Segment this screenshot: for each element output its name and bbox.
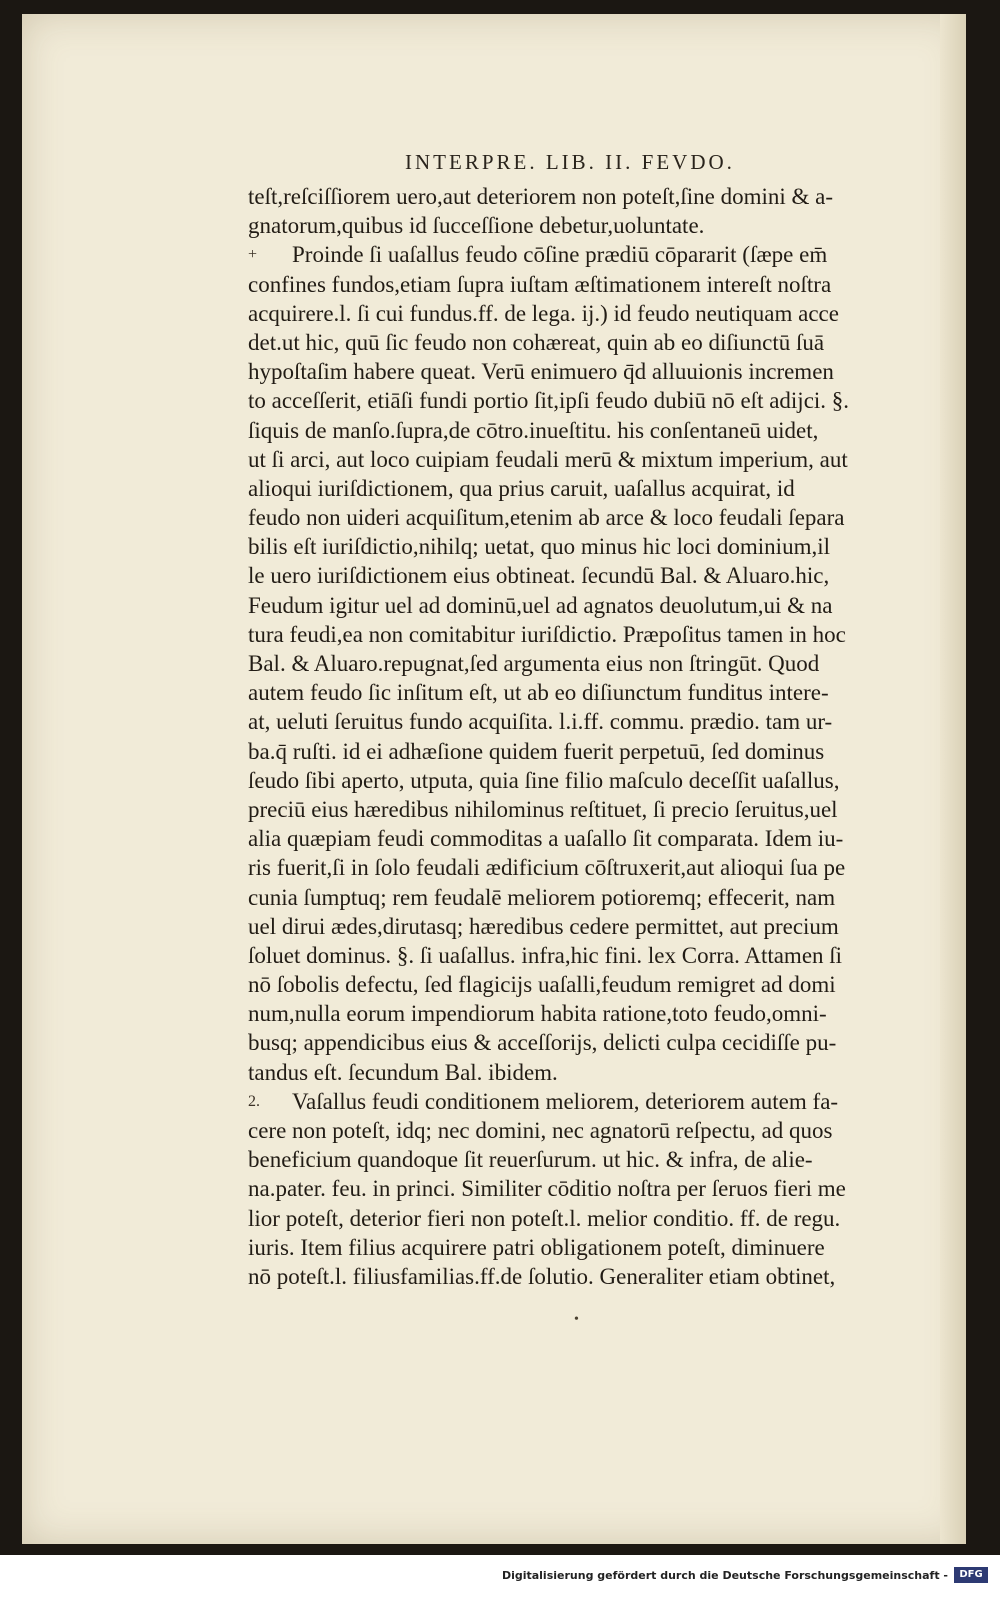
page-edge-shadow [940, 14, 966, 1544]
text-line-content: feudo non uideri acquiſitum,etenim ab arce & loco feudali ſepara [248, 505, 845, 531]
text-line-content: autem feudo ſic inſitum eſt, ut ab eo diſiunctum funditus intere- [248, 680, 829, 706]
text-line [248, 561, 938, 590]
text-line [248, 270, 938, 299]
text-line [248, 941, 938, 970]
text-line-content: Bal. & Aluaro.repugnat,ſed argumenta eius non ſtringūt. Quod [248, 651, 820, 676]
text-line [248, 707, 938, 736]
text-line-content: tandus eſt. ſecundum Bal. ibidem. [248, 1059, 558, 1085]
text-line [248, 591, 938, 620]
text-line-content: tura feudi,ea non comitabitur iuriſdictio. Præpoſitus tamen in hoc [248, 621, 846, 647]
text-line [248, 445, 938, 474]
text-line [248, 299, 938, 328]
text-line-content: na.pater. feu. in princi. Similiter cōditio noſtra per ſeruos fieri me [248, 1176, 846, 1202]
page-dot: • [574, 1312, 579, 1327]
text-line-content: ſiquis de manſo.ſupra,de cōtro.inueſtitu. his conſentaneū uidet, [248, 417, 819, 443]
text-line [248, 853, 938, 882]
text-line [248, 503, 938, 532]
text-line [248, 211, 938, 240]
text-line-content: uel dirui ædes,dirutasq; hæredibus cedere permittet, aut precium [248, 913, 839, 939]
text-line-content: iuris. Item filius acquirere patri obligationem poteſt, diminuere [248, 1234, 825, 1260]
text-line-content: to acceſſerit, etiāſi fundi portio ſit,ipſi feudo dubiū nō eſt adijci. §. [248, 388, 850, 414]
text-line [248, 182, 938, 211]
text-line-content: ut ſi arci, aut loco cuipiam feudali merū & mixtum imperium, aut [248, 446, 848, 472]
text-line [248, 999, 938, 1028]
text-line [248, 1028, 938, 1057]
text-line-content: ris fuerit,ſi in ſolo feudali ædificium cōſtruxerit,aut alioqui ſua pe [248, 855, 846, 881]
text-line [248, 795, 938, 824]
text-line [248, 1145, 938, 1174]
paragraph-marker: 2. [248, 1092, 260, 1110]
text-line-content: acquirere.l. ſi cui fundus.ff. de lega. ij.) id feudo neutiquam acce [248, 300, 839, 326]
text-line-content: busq; appendicibus eius & acceſſorijs, delicti culpa cecidiſſe pu- [248, 1030, 837, 1056]
text-line-content: alioqui iuriſdictionem, qua prius caruit, uaſallus acquirat, id [248, 475, 795, 501]
text-line [248, 620, 938, 649]
text-line [248, 1116, 938, 1145]
text-line [248, 357, 938, 386]
text-line [248, 416, 938, 445]
text-line [248, 1233, 938, 1262]
text-line-content: ſeudo ſibi aperto, utputa, quia ſine filio maſculo deceſſit uaſallus, [248, 767, 840, 793]
text-line-content: at, ueluti ſeruitus fundo acquiſita. l.i.ff. commu. prædio. tam ur- [248, 709, 833, 735]
text-line-content: teſt,reſciſſiorem uero,aut deteriorem non poteſt,ſine domini & a- [248, 184, 834, 209]
text-line-content: det.ut hic, quū ſic feudo non cohæreat, quin ab eo diſiunctū ſuā [248, 329, 825, 355]
text-line-content: Feudum igitur uel ad dominū,uel ad agnatos deuolutum,ui & na [248, 592, 833, 618]
text-line-content: ba.q̄ ruſti. id ei adhæſione quidem fuerit perpetuū, ſed dominus [248, 738, 825, 764]
text-line [248, 240, 938, 269]
text-line-content: nō poteſt.l. filiusfamilias.ff.de ſolutio. Generaliter etiam obtinet, [248, 1263, 836, 1289]
text-line-content: alia quæpiam feudi commoditas a uaſallo ſit comparata. Idem iu- [248, 826, 844, 852]
text-line [248, 824, 938, 853]
text-line-content: Proinde ſi uaſallus feudo cōſine prædiū cōpararit (ſæpe em̄ [292, 242, 828, 268]
text-line-content: confines fundos,etiam ſupra iuſtam æſtimationem intereſt noſtra [248, 271, 832, 297]
text-line [248, 328, 938, 357]
text-line-content: bilis eſt iuriſdictio,nihilq; uetat, quo minus hic loci dominium,il [248, 534, 830, 560]
text-line-content: preciū eius hæredibus nihilominus reſtituet, ſi precio ſeruitus,uel [248, 796, 838, 822]
text-line-content: nō ſobolis defectu, ſed flagicijs uaſalli,feudum remigret ad domi [248, 972, 836, 998]
text-line-content: le uero iuriſdictionem eius obtineat. ſecundū Bal. & Aluaro.hic, [248, 563, 830, 589]
text-block [248, 182, 938, 1291]
text-line [248, 766, 938, 795]
footer-credit: Digitalisierung gefördert durch die Deutsche Forschungsgemeinschaft - [501, 1569, 948, 1582]
text-line [248, 1262, 938, 1291]
text-line [248, 532, 938, 561]
text-line [248, 678, 938, 707]
text-line-content: cunia ſumptuq; rem feudalē meliorem potioremq; effecerit, nam [248, 884, 836, 910]
text-line [248, 737, 938, 766]
text-line-content: ſoluet dominus. §. ſi uaſallus. infra,hic fini. lex Corra. Attamen ſi [248, 942, 843, 968]
text-line [248, 1204, 938, 1233]
footer-bar [0, 1555, 1000, 1597]
text-line [248, 970, 938, 999]
text-line-content: hypoſtaſim habere queat. Verū enimuero q̄d alluuionis incremen [248, 359, 834, 385]
text-line [248, 474, 938, 503]
dfg-logo: DFG [954, 1567, 988, 1583]
text-line-content: cere non poteſt, idq; nec domini, nec agnatorū reſpectu, ad quos [248, 1118, 833, 1143]
text-line-content: gnatorum,quibus id ſucceſſione debetur,uoluntate. [248, 213, 705, 239]
text-line [248, 1058, 938, 1087]
text-line-content: num,nulla eorum impendiorum habita ratione,toto feudo,omni- [248, 1001, 827, 1027]
text-line-content: beneficium quandoque ſit reuerſurum. ut hic. & infra, de alie- [248, 1147, 813, 1173]
text-line [248, 386, 938, 415]
text-line-content: lior poteſt, deterior fieri non poteſt.l. melior conditio. ff. de regu. [248, 1205, 841, 1231]
text-line [248, 912, 938, 941]
running-head: INTERPRE. LIB. II. FEVDO. [405, 150, 735, 174]
text-line [248, 883, 938, 912]
text-line [248, 1087, 938, 1116]
text-line [248, 1174, 938, 1203]
paragraph-marker: + [248, 246, 258, 264]
text-line-content: Vaſallus feudi conditionem meliorem, deteriorem autem fa- [292, 1088, 839, 1114]
text-line [248, 649, 938, 678]
